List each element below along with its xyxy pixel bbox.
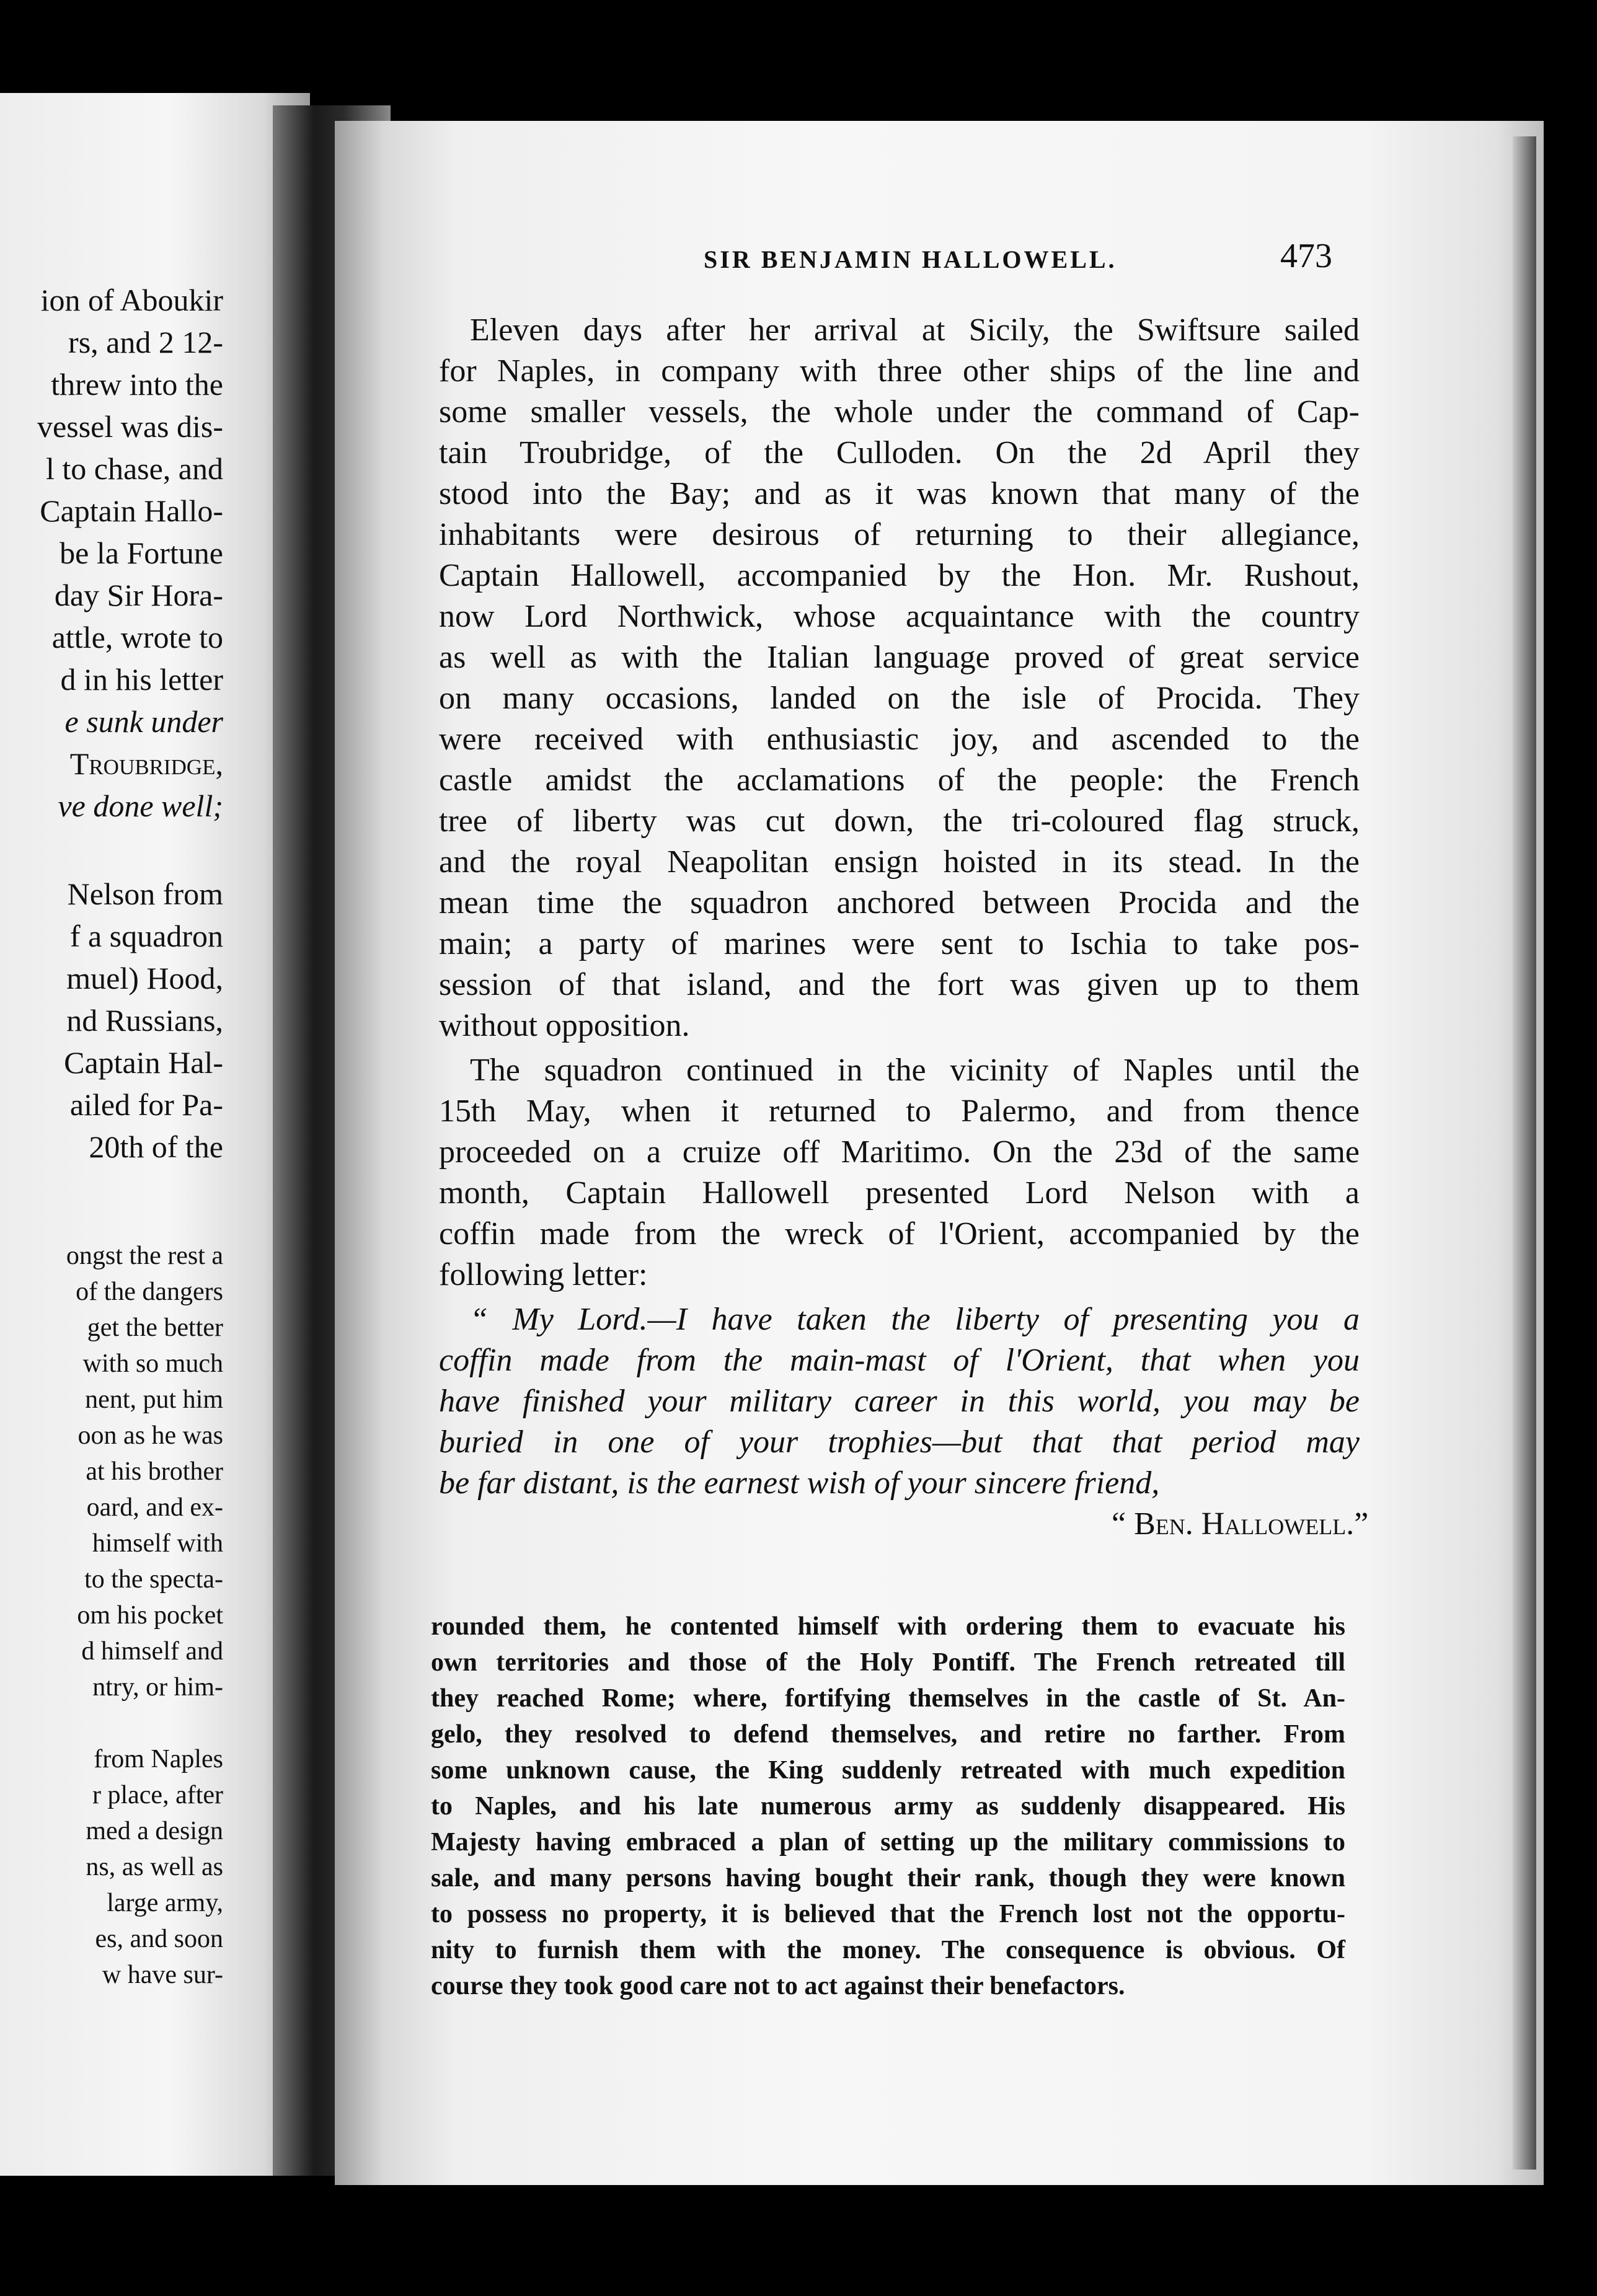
- letter-line: buried in one of your trophies—but that that period may: [439, 1424, 1360, 1460]
- body-line: The squadron continued in the vicinity of Naples until the: [470, 1053, 1360, 1088]
- left-page-line: l to chase, and: [45, 451, 223, 486]
- left-page-note-line: es, and soon: [95, 1925, 223, 1953]
- left-page-line: Captain Hallo-: [40, 493, 223, 528]
- letter-line: “ My Lord.—I have taken the liberty of presenting you a: [470, 1302, 1360, 1337]
- left-page-note-line: ntry, or him-: [92, 1673, 223, 1702]
- footnote-line: to Naples, and his late numerous army as suddenly disappeared. His: [431, 1792, 1345, 1821]
- left-page: [0, 93, 310, 2176]
- body-line: without opposition.: [439, 1008, 690, 1043]
- body-line: session of that island, and the fort was given up to them: [439, 967, 1360, 1002]
- left-page-note-line: of the dangers: [76, 1278, 223, 1306]
- left-page-line: d in his letter: [60, 662, 223, 697]
- left-page-line: f a squadron: [69, 919, 223, 953]
- left-page-line: Troubridge,: [69, 746, 223, 781]
- left-page-note-line: w have sur-: [102, 1961, 223, 1989]
- body-line: main; a party of marines were sent to Ischia to take pos-: [439, 926, 1360, 961]
- left-page-note-line: himself with: [92, 1529, 223, 1558]
- body-line: stood into the Bay; and as it was known that many of the: [439, 476, 1360, 511]
- body-line: 15th May, when it returned to Palermo, and from thence: [439, 1093, 1360, 1129]
- body-line: Captain Hallowell, accompanied by the Hon. Mr. Rushout,: [439, 558, 1360, 593]
- letter-line: be far distant, is the earnest wish of your sincere friend,: [439, 1465, 1160, 1501]
- body-line: tree of liberty was cut down, the tri-coloured flag struck,: [439, 803, 1360, 839]
- left-page-note-line: r place, after: [92, 1781, 223, 1809]
- body-line: coffin made from the wreck of l'Orient, accompanied by the: [439, 1216, 1360, 1252]
- body-line: some smaller vessels, the whole under the command of Cap-: [439, 394, 1360, 430]
- body-line: month, Captain Hallowell presented Lord Nelson with a: [439, 1175, 1360, 1211]
- left-page-note-line: d himself and: [81, 1637, 223, 1666]
- body-line: mean time the squadron anchored between Procida and the: [439, 885, 1360, 921]
- left-page-line: day Sir Hora-: [54, 578, 223, 612]
- footnote-line: rounded them, he contented himself with ordering them to evacuate his: [431, 1612, 1345, 1641]
- page-edge: [1513, 136, 1536, 2170]
- left-page-line: ve done well;: [58, 788, 223, 823]
- left-page-line: threw into the: [51, 367, 223, 402]
- body-line: inhabitants were desirous of returning to their allegiance,: [439, 517, 1360, 552]
- left-page-note-line: with so much: [82, 1349, 223, 1378]
- left-page-line: nd Russians,: [66, 1003, 223, 1038]
- letter-line: have finished your military career in this world, you may be: [439, 1384, 1360, 1419]
- right-page: [335, 121, 1544, 2185]
- left-page-note-line: oard, and ex-: [86, 1493, 223, 1522]
- body-line: castle amidst the acclamations of the people: the French: [439, 762, 1360, 798]
- footnote-line: to possess no property, it is believed that the French lost not the opportu-: [431, 1900, 1345, 1928]
- left-page-note-line: oon as he was: [77, 1421, 223, 1450]
- left-page-line: Nelson from: [67, 876, 223, 911]
- left-page-note-line: get the better: [87, 1314, 223, 1342]
- body-line: proceeded on a cruize off Maritimo. On the 23d of the same: [439, 1134, 1360, 1170]
- body-line: on many occasions, landed on the isle of Procida. They: [439, 681, 1360, 716]
- footnote-line: sale, and many persons having bought their rank, though they were known: [431, 1864, 1345, 1892]
- left-page-line: ion of Aboukir: [40, 283, 223, 317]
- left-page-line: attle, wrote to: [51, 620, 223, 655]
- left-page-note-line: ongst the rest a: [66, 1242, 223, 1270]
- footnote-line: they reached Rome; where, fortifying themselves in the castle of St. An-: [431, 1684, 1345, 1713]
- body-line: for Naples, in company with three other ships of the line and: [439, 353, 1360, 389]
- left-page-line: rs, and 2 12-: [68, 325, 223, 360]
- left-page-note-line: med a design: [86, 1817, 223, 1845]
- page-number: 473: [1280, 237, 1332, 275]
- left-page-line: vessel was dis-: [37, 409, 223, 444]
- footnote-line: own territories and those of the Holy Pontiff. The French retreated till: [431, 1648, 1345, 1677]
- footnote-line: gelo, they resolved to defend themselves, and retire no farther. From: [431, 1720, 1345, 1749]
- footnote-line: nity to furnish them with the money. The consequence is obvious. Of: [431, 1936, 1345, 1964]
- left-page-note-line: large army,: [107, 1889, 223, 1917]
- left-page-note-line: at his brother: [86, 1457, 223, 1486]
- left-page-note-line: ns, as well as: [86, 1853, 223, 1881]
- body-line: and the royal Neapolitan ensign hoisted in its stead. In the: [439, 844, 1360, 880]
- left-page-note-line: nent, put him: [85, 1385, 223, 1414]
- letter-signature: “ Ben. Hallowell.”: [1112, 1506, 1369, 1542]
- left-page-line: e sunk under: [64, 704, 223, 739]
- footnote-line: Majesty having embraced a plan of setting up the military commissions to: [431, 1828, 1345, 1857]
- body-line: now Lord Northwick, whose acquaintance with the country: [439, 599, 1360, 634]
- body-line: following letter:: [439, 1257, 648, 1292]
- left-page-line: 20th of the: [89, 1129, 223, 1164]
- body-line: were received with enthusiastic joy, and ascended to the: [439, 722, 1360, 757]
- body-line: Eleven days after her arrival at Sicily, the Swiftsure sailed: [470, 312, 1360, 348]
- left-page-line: Captain Hal-: [64, 1045, 223, 1080]
- letter-line: coffin made from the main-mast of l'Orient, that when you: [439, 1343, 1360, 1378]
- left-page-note-line: om his pocket: [77, 1601, 223, 1630]
- left-page-note-line: from Naples: [94, 1745, 223, 1773]
- body-line: as well as with the Italian language proved of great service: [439, 640, 1360, 675]
- body-line: tain Troubridge, of the Culloden. On the 2d April they: [439, 435, 1360, 470]
- footnote-line: course they took good care not to act against their benefactors.: [431, 1972, 1125, 2000]
- left-page-line: muel) Hood,: [66, 961, 223, 996]
- left-page-note-line: to the specta-: [84, 1565, 223, 1594]
- left-page-line: be la Fortune: [60, 536, 223, 570]
- running-head: SIR BENJAMIN HALLOWELL.: [704, 245, 1117, 273]
- left-page-line: ailed for Pa-: [69, 1087, 223, 1122]
- footnote-line: some unknown cause, the King suddenly retreated with much expedition: [431, 1756, 1345, 1785]
